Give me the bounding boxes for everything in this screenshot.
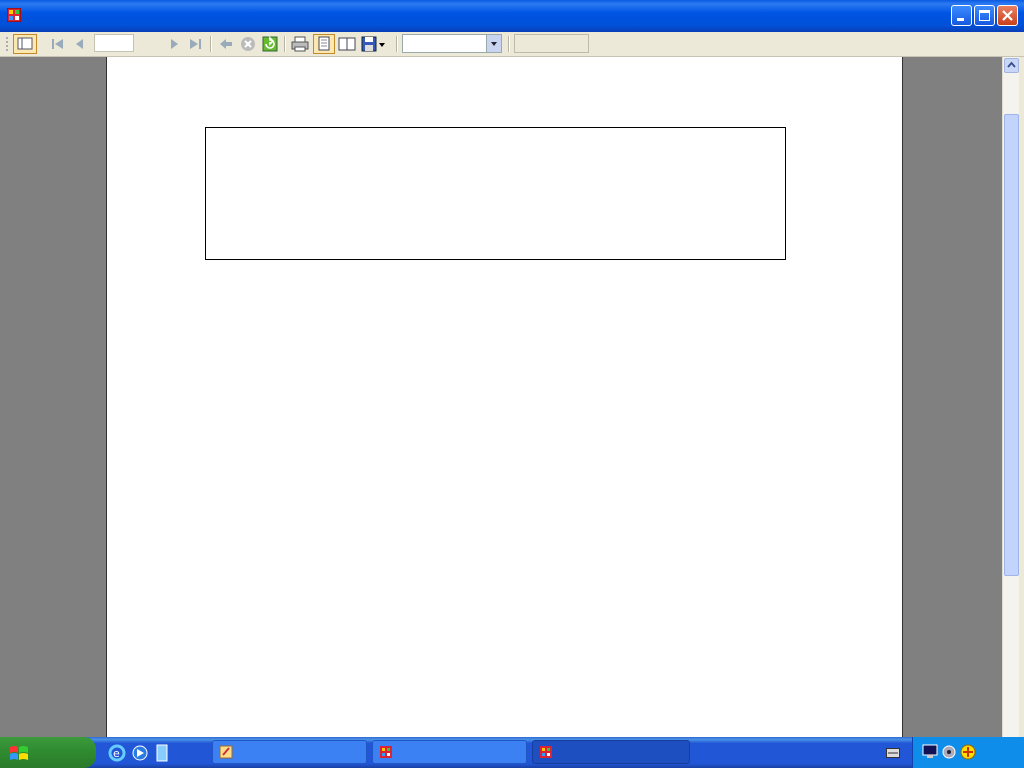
app-icon	[7, 8, 21, 22]
keyboard-icon[interactable]	[886, 748, 900, 758]
toolbar-separator	[396, 36, 398, 52]
vertical-scrollbar[interactable]	[1002, 57, 1020, 737]
toggle-doc-map-button[interactable]	[13, 34, 37, 54]
toolbar-grip-icon	[4, 35, 10, 53]
maximize-icon	[975, 6, 994, 25]
windows-logo-icon	[8, 743, 30, 763]
scroll-up-button[interactable]	[1004, 58, 1019, 73]
security-icon[interactable]	[959, 743, 977, 761]
refresh-icon[interactable]	[260, 35, 280, 53]
volume-icon[interactable]	[941, 744, 957, 760]
close-button[interactable]	[997, 5, 1018, 26]
print-layout-button[interactable]	[313, 34, 335, 54]
task-hello[interactable]	[372, 740, 527, 764]
report-page	[106, 57, 903, 737]
print-icon[interactable]	[290, 35, 310, 53]
minimize-icon	[952, 6, 971, 25]
network-icon[interactable]	[922, 744, 938, 760]
toolbar-separator	[508, 36, 510, 52]
first-page-icon[interactable]	[48, 35, 68, 53]
paint-icon	[219, 745, 233, 759]
next-page-icon[interactable]	[165, 35, 185, 53]
close-icon	[998, 6, 1017, 25]
export-icon[interactable]	[360, 35, 386, 53]
report-viewer	[4, 57, 1001, 737]
zoom-select[interactable]	[402, 34, 502, 53]
title-bar	[0, 0, 1024, 32]
ie-icon[interactable]	[108, 744, 126, 762]
window-frame-right	[1019, 57, 1024, 737]
page-number-input[interactable]	[94, 34, 134, 52]
scroll-thumb[interactable]	[1004, 114, 1019, 576]
toolbar-separator	[210, 36, 212, 52]
last-page-icon[interactable]	[186, 35, 206, 53]
toolbar-separator	[284, 36, 286, 52]
start-button[interactable]	[0, 737, 96, 768]
task-paint[interactable]	[212, 740, 367, 764]
maximize-button[interactable]	[974, 5, 995, 26]
stop-icon[interactable]	[238, 35, 258, 53]
app-icon	[379, 745, 393, 759]
media-icon[interactable]	[131, 744, 149, 762]
report-toolbar	[0, 32, 1024, 57]
back-icon[interactable]	[216, 35, 236, 53]
chevron-down-icon	[487, 35, 501, 52]
minimize-button[interactable]	[951, 5, 972, 26]
page-setup-icon[interactable]	[337, 35, 357, 53]
taskbar	[0, 737, 1024, 768]
find-text-input[interactable]	[514, 34, 589, 53]
app-icon	[539, 745, 553, 759]
svg-text:e: e	[113, 747, 120, 760]
previous-page-icon[interactable]	[70, 35, 90, 53]
report-header-box	[205, 127, 786, 260]
desktop-icon[interactable]	[154, 743, 170, 763]
task-reporthz[interactable]	[532, 740, 690, 764]
system-tray	[912, 737, 1024, 768]
zoom-dropdown-arrow[interactable]	[486, 35, 501, 52]
chevron-up-icon	[1005, 59, 1018, 72]
